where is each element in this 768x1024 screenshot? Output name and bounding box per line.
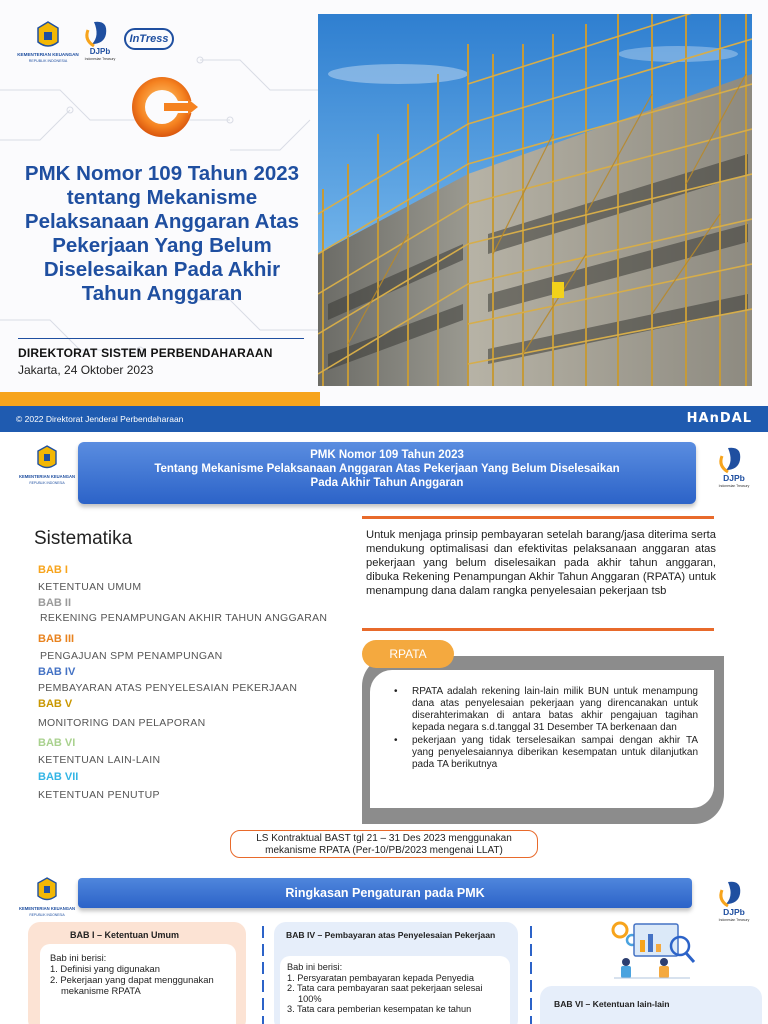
bab-4-card-title: BAB IV – Pembayaran atas Penyelesaian Pekerjaan bbox=[286, 930, 496, 940]
kemenkeu-small-text-2: REPUBLIK INDONESIA bbox=[29, 481, 65, 485]
bab-1-card-list bbox=[50, 963, 228, 996]
kemenkeu-logo-text-2: REPUBLIK INDONESIA bbox=[28, 59, 68, 63]
ls-kontraktual-note bbox=[230, 830, 538, 858]
djpb-logo-small bbox=[712, 444, 756, 490]
djpb-logo-small-2 bbox=[712, 878, 756, 924]
kemenkeu-logo-text-1: KEMENTERIAN KEUANGAN bbox=[17, 52, 79, 57]
title-slide bbox=[0, 0, 768, 432]
djpb-logo-text: DJPb bbox=[89, 47, 111, 56]
header-line-2: Tentang Mekanisme Pelaksanaan Anggaran Atas Pekerjaan Yang Belum Diselesaikan bbox=[154, 463, 620, 475]
bab-4-label: BAB IV bbox=[38, 666, 76, 678]
presentation-date: Jakarta, 24 Oktober 2023 bbox=[18, 363, 154, 377]
djpb-small-2-text: DJPb bbox=[723, 907, 745, 917]
bab-1-card-title: BAB I – Ketentuan Umum bbox=[70, 930, 180, 940]
bab-2-label: BAB II bbox=[38, 597, 71, 609]
bab-1-label: BAB I bbox=[38, 564, 68, 576]
bab-4-item-2-cont: 100% bbox=[298, 993, 322, 1004]
bab-2-desc: REKENING PENAMPUNGAN AKHIR TAHUN ANGGARAN bbox=[40, 612, 328, 624]
bab-3-desc: PENGAJUAN SPM PENAMPUNGAN bbox=[40, 650, 223, 662]
header-line-3: Pada Akhir Tahun Anggaran bbox=[310, 477, 464, 489]
bab-6-label: BAB VI bbox=[38, 737, 76, 749]
kemenkeu-small-2-text-1: KEMENTERIAN KEUANGAN bbox=[18, 906, 76, 911]
ls-note-line-2: mekanisme RPATA (Per-10/PB/2023 mengenai LLAT) bbox=[265, 845, 503, 856]
bab-4-item-3: 3. Tata cara pemberian kesempatan ke tahun bbox=[287, 1004, 472, 1014]
bab-7-label: BAB VII bbox=[38, 771, 79, 783]
sistematika-slide bbox=[0, 432, 768, 864]
rpata-label-tab: RPATA bbox=[362, 640, 454, 668]
intress-logo: InTress bbox=[124, 28, 174, 50]
bab-4-desc: PEMBAYARAN ATAS PENYELESAIAN PEKERJAAN bbox=[38, 682, 298, 694]
bab-4-card-list bbox=[287, 973, 504, 1015]
title-divider bbox=[18, 338, 304, 339]
accent-strip bbox=[0, 392, 320, 406]
bab-1-item-2-cont: mekanisme RPATA bbox=[61, 985, 141, 996]
bab-5-desc: MONITORING DAN PELAPORAN bbox=[38, 717, 206, 729]
djpb-small-subtext: Indonesian Treasury bbox=[718, 484, 750, 488]
bab-4-card-intro: Bab ini berisi: bbox=[287, 962, 343, 972]
slide-footer bbox=[0, 406, 768, 432]
kemenkeu-logo-small-2 bbox=[18, 876, 76, 920]
rpata-intro-paragraph: Untuk menjaga prinsip pembayaran setelah barang/jasa diterima serta mendukung optimalisasi dan efektivitas pelaksanaan anggaran atas pekerjaan yang belum diselesaikan pada akhir tahun anggaran, dibuka Rekening Penampungan Akhir Tahun Anggaran (RPATA) untuk menampung dana dalam rangka penyelesaian pekerjaan tsb bbox=[366, 529, 716, 597]
kemenkeu-logo bbox=[14, 20, 82, 64]
kemenkeu-small-2-text-2: REPUBLIK INDONESIA bbox=[29, 913, 65, 917]
djpb-logo bbox=[80, 18, 120, 62]
ringkasan-banner: Ringkasan Pengaturan pada PMK bbox=[78, 878, 692, 908]
bab-4-item-2: 2. Tata cara pembayaran saat pekerjaan selesai bbox=[287, 983, 483, 993]
bab-1-card-intro: Bab ini berisi: bbox=[50, 952, 107, 963]
bab-1-desc: KETENTUAN UMUM bbox=[38, 581, 142, 593]
bab-7-desc: KETENTUAN PENUTUP bbox=[38, 789, 160, 801]
footer-copyright: © 2022 Direktorat Jenderal Perbendaharaan bbox=[16, 414, 184, 424]
bab-3-label: BAB III bbox=[38, 633, 75, 645]
analytics-illustration bbox=[604, 916, 700, 980]
ringkasan-slide bbox=[0, 864, 768, 1024]
rpata-point-2: • pekerjaan yang tidak terselesaikan sampai dengan akhir TA yang penyelesaiannya diberikan kesempatan untuk dilanjutkan pada TA berikutnya bbox=[392, 735, 698, 771]
intro-top-rule bbox=[362, 516, 714, 519]
bab-6-desc: KETENTUAN LAIN-LAIN bbox=[38, 754, 161, 766]
rpata-definition-list bbox=[392, 686, 698, 772]
bab-5-label: BAB V bbox=[38, 698, 73, 710]
column-divider-2 bbox=[530, 926, 532, 1024]
bab-1-item-1: 1. Definisi yang digunakan bbox=[50, 963, 160, 974]
gear-icon bbox=[613, 923, 627, 937]
presentation-title: PMK Nomor 109 Tahun 2023 tentang Mekanisme Pelaksanaan Anggaran Atas Pekerjaan Yang Belum Diselesaikan Pada Akhir Tahun Anggaran bbox=[24, 162, 300, 305]
kemenkeu-small-text-1: KEMENTERIAN KEUANGAN bbox=[18, 474, 76, 479]
intro-bottom-rule bbox=[362, 628, 714, 631]
ls-note-line-1: LS Kontraktual BAST tgl 21 – 31 Des 2023 menggunakan bbox=[256, 833, 512, 844]
column-divider-1 bbox=[262, 926, 264, 1024]
bab-1-card-body bbox=[40, 944, 236, 1024]
scaffolding-building-photo bbox=[318, 14, 752, 386]
bab-6-card-title: BAB VI – Ketentuan lain-lain bbox=[554, 999, 670, 1009]
handal-logo: HAnDAL bbox=[686, 411, 752, 426]
bab-4-item-1: 1. Persyaratan pembayaran kepada Penyedia bbox=[287, 972, 474, 983]
bab-1-item-2: 2. Pekerjaan yang dapat menggunakan bbox=[50, 974, 214, 985]
djpb-small-text: DJPb bbox=[723, 473, 745, 483]
bab-4-card-body bbox=[280, 956, 510, 1024]
kemenkeu-logo-small bbox=[18, 444, 76, 488]
djpb-small-2-subtext: Indonesian Treasury bbox=[718, 918, 750, 922]
rpata-point-1: • RPATA adalah rekening lain-lain milik BUN untuk menampung dana atas penyelesaian pekerjaan yang direncanakan untuk diserahterimakan di antara batas akhir pengajuan tagihan kepada negara s.d.tanggal 31 Desember TA berkenaan dan bbox=[392, 686, 698, 734]
gateway-ring-icon bbox=[124, 72, 204, 142]
sistematika-title: Sistematika bbox=[34, 528, 133, 549]
organization-name: DIREKTORAT SISTEM PERBENDAHARAAN bbox=[18, 346, 273, 360]
pmk-header-banner bbox=[78, 442, 696, 504]
header-line-1: PMK Nomor 109 Tahun 2023 bbox=[310, 449, 464, 461]
djpb-logo-subtext: Indonesian Treasury bbox=[84, 57, 116, 61]
